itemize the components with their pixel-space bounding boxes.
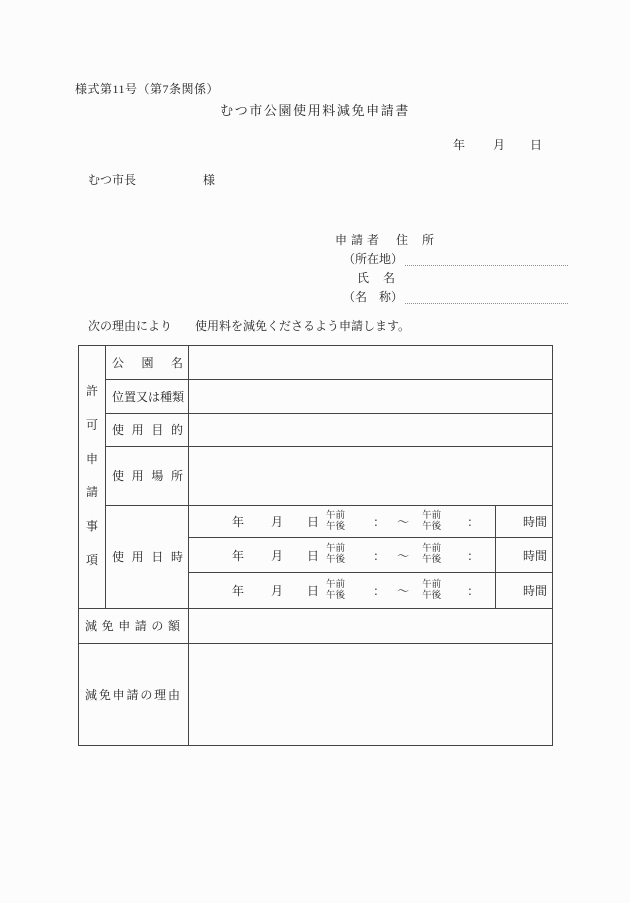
reduction-reason-value-cell xyxy=(189,644,553,746)
location-or-type-value-cell xyxy=(189,380,553,414)
duration-label: 時間 xyxy=(522,584,547,598)
datetime-3-colon-end: ： xyxy=(467,584,480,598)
am-label: 午前 xyxy=(422,510,442,521)
datetime-1-range-mark: ～ xyxy=(397,515,410,529)
application-details-table xyxy=(78,345,553,746)
row-label-purpose: 使 用 目 的 xyxy=(106,414,189,447)
datetime-2-range-mark: ～ xyxy=(397,548,410,563)
pm-label: 午後 xyxy=(422,590,442,601)
form-number: 様式第11号（第7条関係） xyxy=(75,82,220,96)
permit-items-vertical-header-cell xyxy=(79,346,106,609)
datetime-2-ampm-end xyxy=(422,544,441,566)
pm-label: 午後 xyxy=(326,521,346,532)
application-date-line xyxy=(453,136,542,153)
datetime-row-1 xyxy=(189,511,495,533)
datetime-3-duration-cell xyxy=(496,573,553,609)
date-day-label: 日 xyxy=(530,138,543,152)
duration-label: 時間 xyxy=(522,515,547,529)
pm-label: 午後 xyxy=(422,521,442,532)
datetime-2-ampm-start xyxy=(326,544,345,566)
datetime-1-ampm-start xyxy=(326,511,345,533)
datetime-3-range-mark: ～ xyxy=(397,584,410,598)
statement-lead: 次の理由により xyxy=(88,319,173,333)
statement-tail: 使用料を減免くださるよう申請します。 xyxy=(195,319,411,333)
datetime-3-colon-start: ： xyxy=(373,584,386,598)
pm-label: 午後 xyxy=(326,555,346,565)
datetime-2-year-label: 年 xyxy=(232,548,245,563)
duration-label: 時間 xyxy=(522,548,547,563)
address-fill-line xyxy=(405,253,568,266)
applicant-name-alt-label: （名 称） xyxy=(343,290,404,304)
datetime-2-colon-end: ： xyxy=(467,548,480,563)
applicant-block xyxy=(335,231,568,307)
datetime-2-month-label: 月 xyxy=(271,548,284,563)
datetime-1-duration-cell xyxy=(496,506,553,538)
applicant-address-alt-label: （所在地） xyxy=(343,252,404,266)
place-value-cell xyxy=(189,447,553,506)
row-label-location-or-type: 位 置 又 は 種 類 xyxy=(106,380,189,414)
applicant-address-fill-row xyxy=(343,250,568,269)
am-label: 午前 xyxy=(326,579,346,590)
name-fill-line xyxy=(405,291,568,304)
datetime-2-day-label: 日 xyxy=(307,548,320,563)
row-label-place: 使 用 場 所 xyxy=(106,447,189,506)
applicant-role-label: 申請者 xyxy=(335,233,384,247)
row-label-park-name: 公 園 名 xyxy=(106,346,189,380)
datetime-3-year-label: 年 xyxy=(232,584,245,598)
datetime-1-year-label: 年 xyxy=(232,515,245,529)
am-label: 午前 xyxy=(422,579,442,590)
park-name-value-cell xyxy=(189,346,553,380)
datetime-2-duration-cell xyxy=(496,538,553,573)
row-label-reduction-reason: 減 免 申 請 の 理 由 xyxy=(79,644,189,746)
purpose-value-cell xyxy=(189,414,553,447)
datetime-3-day-label: 日 xyxy=(307,584,320,598)
datetime-2-colon-start: ： xyxy=(373,548,386,563)
page-title: むつ市公園使用料減免申請書 xyxy=(220,103,410,118)
reduction-amount-value-cell xyxy=(189,609,553,644)
datetime-1-ampm-end xyxy=(422,511,441,533)
am-label: 午前 xyxy=(326,510,346,521)
datetime-3-ampm-end xyxy=(422,580,441,602)
datetime-1-colon-start: ： xyxy=(373,515,386,529)
date-year-label: 年 xyxy=(453,138,466,152)
datetime-row-3 xyxy=(189,580,495,602)
datetime-1-colon-end: ： xyxy=(467,515,480,529)
datetime-1-month-label: 月 xyxy=(271,515,284,529)
applicant-name-fill-row xyxy=(343,288,568,307)
applicant-address-heading xyxy=(335,231,568,250)
pm-label: 午後 xyxy=(326,590,346,601)
datetime-3-month-label: 月 xyxy=(271,584,284,598)
applicant-name-label: 氏 名 xyxy=(357,271,397,285)
datetime-row-1-cell xyxy=(189,506,496,538)
permit-items-vertical-label: 許 可 申 請 事 項 xyxy=(85,384,98,567)
datetime-1-day-label: 日 xyxy=(307,515,320,529)
application-statement xyxy=(88,317,410,334)
addressee-honorific: 様 xyxy=(203,173,216,187)
row-label-reduction-amount: 減 免 申 請 の 額 xyxy=(79,609,189,644)
am-label: 午前 xyxy=(326,544,346,554)
am-label: 午前 xyxy=(422,544,442,554)
applicant-address-label: 住 所 xyxy=(396,233,436,247)
datetime-row-3-cell xyxy=(189,573,496,609)
datetime-3-ampm-start xyxy=(326,580,345,602)
addressee-name: むつ市長 xyxy=(88,173,137,187)
row-label-datetime: 使 用 日 時 xyxy=(106,506,189,609)
date-month-label: 月 xyxy=(493,138,506,152)
datetime-row-2 xyxy=(189,544,495,566)
pm-label: 午後 xyxy=(422,555,442,565)
datetime-row-2-cell xyxy=(189,538,496,573)
addressee-line xyxy=(88,171,215,188)
